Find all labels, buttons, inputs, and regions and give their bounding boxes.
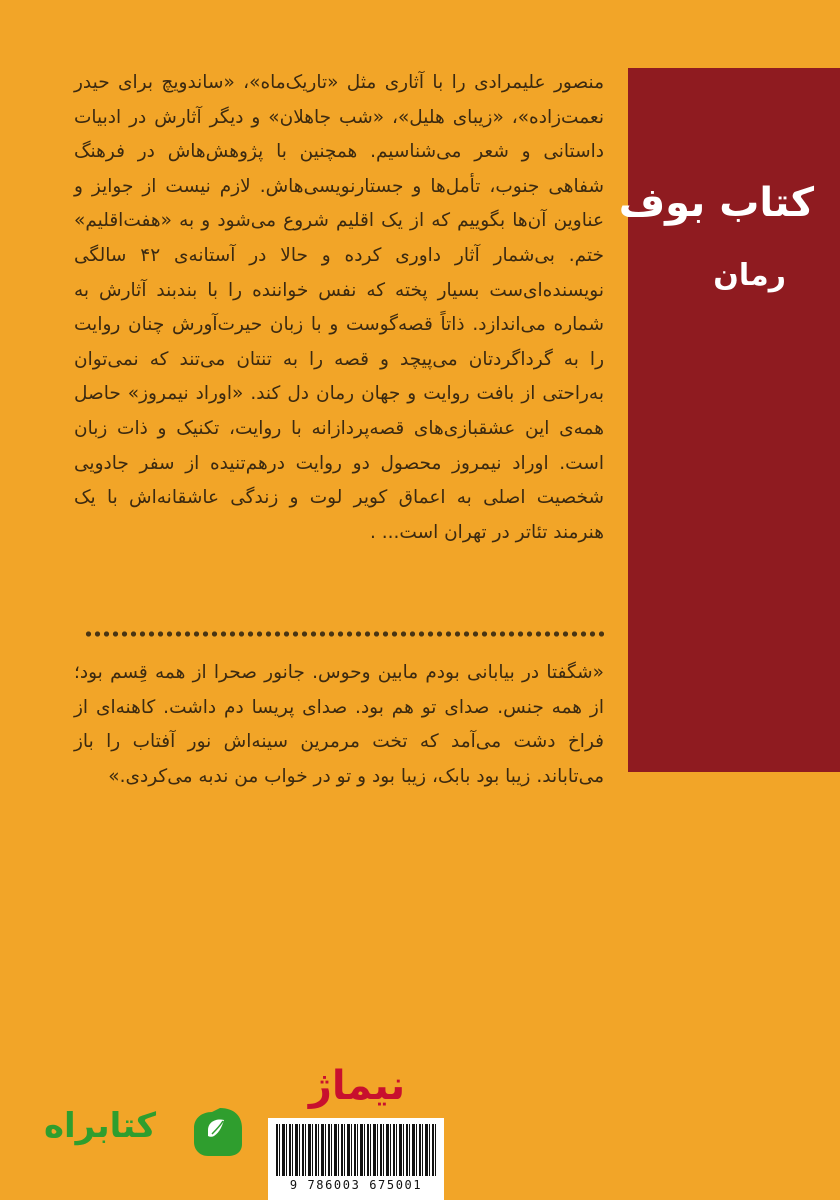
publisher-logo [298,1063,416,1110]
book-excerpt: «شگفتا در بیابانی بودم مابین وحوس. جانور صحرا از همه قِسم بود؛ از همه جنس. صدای تو هم بود. صدای پریسا دم داشت. کاهنه‌ای از فراخ دشت می‌آمد که تخت مرمرین سینه‌اش نور آفتاب را باز می‌تاباند. زیبا بود بابک، زیبا بود و تو در خواب من ندبه می‌کردی.» [74,662,604,787]
barcode-bars [276,1124,436,1176]
barcode-number: 9 786003 675001 [289,1178,423,1192]
dotted-divider [84,628,604,640]
series-genre: رمان [713,258,786,293]
book-leaf-icon [190,1104,246,1160]
book-blurb: منصور علیمرادی را با آثاری مثل «تاریک‌ماه»، «ساندویچ برای حیدر نعمت‌زاده»، «زیبای هلیل»، «شب جاهلان» و دیگر آثارش در ادبیات داستانی و شعر می‌شناسیم. همچنین با پژوهش‌هاش در فرهنگ شفاهی جنوب، تأمل‌ها و جستارنویسی‌هاش. لازم نیست از جوایز و عناوین آن‌ها بگوییم که از یک اقلیم شروع می‌شود و به «هفت‌اقلیم» ختم. بی‌شمار آثار داوری کرده و حالا در آستانه‌ی ۴۲ سالگی نویسنده‌ای‌ست بسیار پخته که نفس خواننده را با بندبند آثارش به شماره می‌اندازد. ذاتاً قصه‌گوست و با زبان حیرت‌آورش چنان روایت را به گرداگردتان می‌پیچد و قصه را به تنتان می‌تند که نمی‌توان به‌راحتی از بافت روایت و جهان رمان دل کند. «اوراد نیمروز» حاصل همه‌ی این عشقبازی‌های قصه‌پردازانه با روایت، تکنیک و ذات زبان است. اوراد نیمروز محصول دو روایت درهم‌تنیده از سفر جادویی شخصیت اصلی به اعماق کویر لوت و زندگی عاشقانه‌اش با یک هنرمند تئاتر در تهران است... . [74,72,604,543]
store-watermark [40,1096,216,1160]
publisher-logo-text: نیماژ [308,1063,406,1109]
series-name: کتاب بوف [618,180,814,226]
series-panel [618,68,840,772]
isbn-barcode [268,1118,444,1200]
store-name: کتابراه [43,1106,156,1146]
